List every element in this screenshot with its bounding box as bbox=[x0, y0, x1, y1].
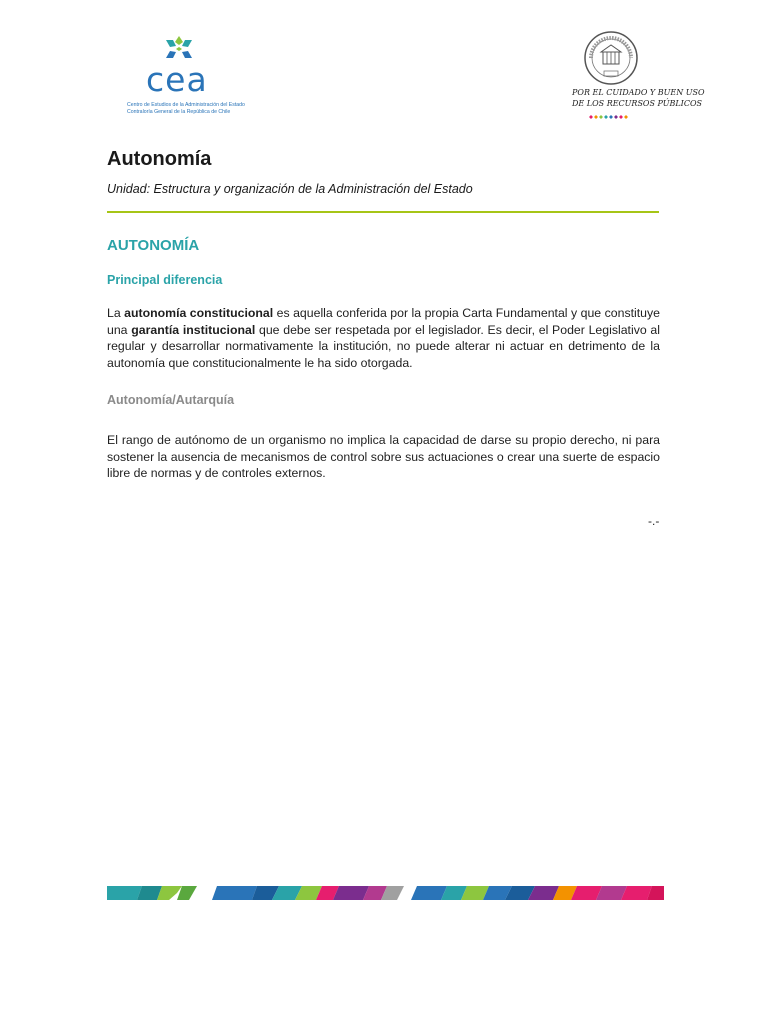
footer-color-band bbox=[107, 886, 664, 900]
seal-motto-1: POR EL CUIDADO Y BUEN USO bbox=[572, 88, 705, 97]
cea-wordmark: cea bbox=[146, 60, 208, 99]
paragraph-autonomia-constitucional bbox=[107, 305, 660, 372]
paragraph1-bold-2: garantía institucional bbox=[131, 322, 256, 337]
green-divider bbox=[107, 211, 659, 213]
contraloria-seal bbox=[572, 28, 705, 128]
paragraph1-text-2: es aquella conferida por la propia Carta Fundamental y que constituye una bbox=[107, 306, 660, 337]
cea-subtitle-2: Contraloría General de la República de Chile bbox=[127, 109, 231, 115]
cea-subtitle-1: Centro de Estudios de la Administración del Estado bbox=[127, 102, 245, 108]
cea-logo bbox=[124, 34, 264, 118]
section-heading: AUTONOMÍA bbox=[107, 237, 200, 254]
end-mark: -.- bbox=[648, 514, 660, 528]
subheading-autonomia-autarquia: Autonomía/Autarquía bbox=[107, 393, 235, 407]
unit-subtitle: Unidad: Estructura y organización de la Administración del Estado bbox=[107, 182, 473, 196]
paragraph1-text-3: que debe ser respetada por el legislador. Es decir, el Poder Legislativo al regular y desarrollar normativamente la institución, no puede alterar ni actuar en detrimento de la autonomía que constitucionalmente le ha sido otorgada. bbox=[107, 322, 661, 371]
seal-color-dots-icon bbox=[588, 114, 628, 120]
document-title: Autonomía bbox=[107, 148, 212, 170]
paragraph1-text-1: La bbox=[107, 306, 125, 320]
paragraph-rango-autonomo: El rango de autónomo de un organismo no implica la capacidad de darse su propio derecho, ni para sostener la ausencia de mecanismos de control sobre sus actuaciones o crear una suerte de espacio libre de normas y de controles externos. bbox=[107, 433, 660, 481]
seal-emblem-icon bbox=[583, 30, 639, 86]
paragraph1-bold-1: autonomía constitucional bbox=[124, 306, 274, 320]
seal-motto-2: DE LOS RECURSOS PÚBLICOS bbox=[572, 99, 702, 108]
subheading-principal-diferencia: Principal diferencia bbox=[107, 273, 223, 287]
